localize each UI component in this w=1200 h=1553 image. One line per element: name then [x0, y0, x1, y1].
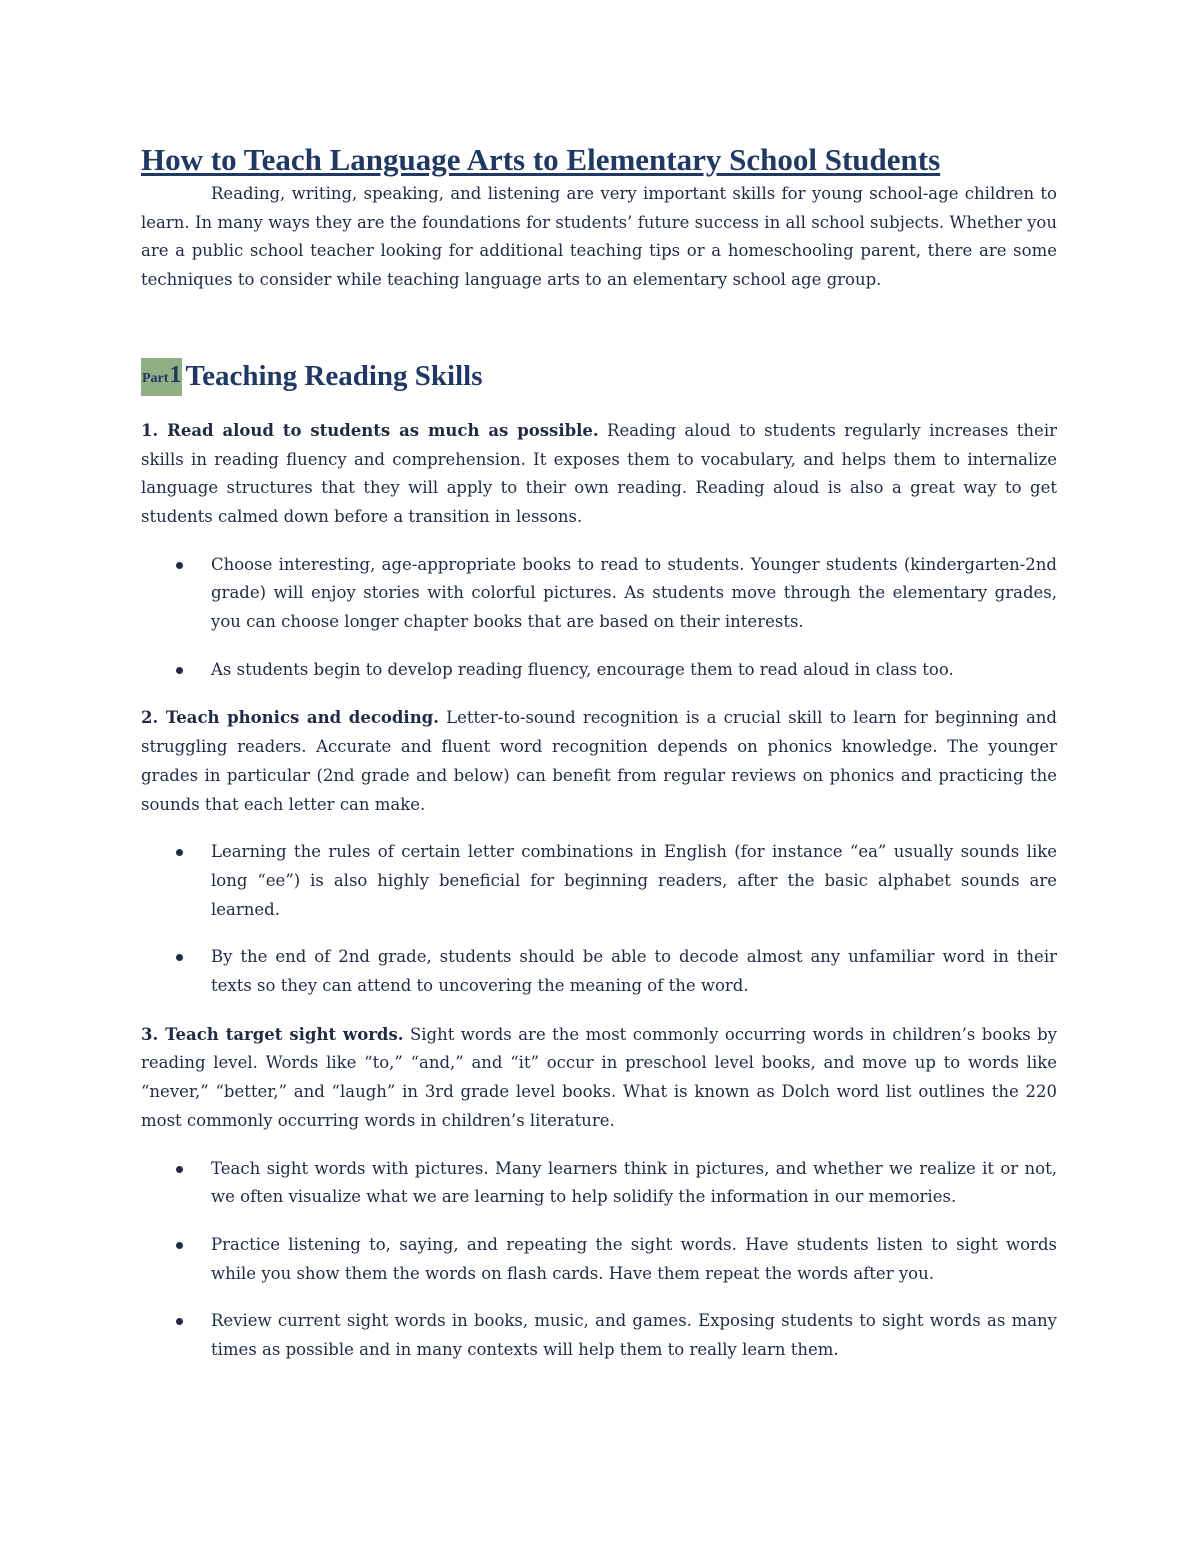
- list-item-text: Choose interesting, age-appropriate books to read to students. Younger students (kindergarten-2nd grade) will enjoy stories with colorful pictures. As students move through the elementary grades, you can choose longer chapter books that are based on their interests.: [211, 554, 1057, 632]
- list-item-text: Teach sight words with pictures. Many learners think in pictures, and whether we realize it or not, we often visualize what we are learning to help solidify the information in our memories.: [211, 1158, 1057, 1207]
- part-number: 1: [169, 361, 182, 388]
- list-item: [141, 1155, 1057, 1212]
- bullet-icon: [176, 849, 183, 856]
- list-item: [141, 838, 1057, 924]
- list-item-text: As students begin to develop reading fluency, encourage them to read aloud in class too.: [211, 659, 954, 679]
- bullet-icon: [176, 1166, 183, 1173]
- step-text-1: Reading aloud to students regularly increases their skills in reading fluency and comprehension. It exposes them to vocabulary, and helps them to internalize language structures that they will apply to their own reading. Reading aloud is also a great way to get students calmed down before a transition in lessons.: [141, 420, 1057, 526]
- bullet-icon: [176, 954, 183, 961]
- list-item-text: Review current sight words in books, music, and games. Exposing students to sight words as many times as possible and in many contexts will help them to really learn them.: [211, 1311, 1057, 1360]
- step-bullets-3: [141, 1155, 1057, 1365]
- list-item: [141, 1307, 1057, 1364]
- list-item-text: Practice listening to, saying, and repeating the sight words. Have students listen to sight words while you show them the words on flash cards. Have them repeat the words after you.: [211, 1234, 1057, 1283]
- bullet-icon: [176, 562, 183, 569]
- bullet-icon: [176, 667, 183, 674]
- step-lead-3: 3. Teach target sight words.: [141, 1024, 404, 1044]
- step-lead-2: 2. Teach phonics and decoding.: [141, 708, 439, 728]
- part-heading: [141, 357, 1057, 397]
- list-item-text: Learning the rules of certain letter combinations in English (for instance “ea” usually sounds like long “ee”) is also highly beneficial for beginning readers, after the basic alphabet sounds are learned.: [211, 842, 1057, 919]
- step-bullets-2: [141, 838, 1057, 1001]
- step-paragraph-1: [141, 417, 1057, 532]
- part-title: Teaching Reading Skills: [185, 360, 483, 393]
- step-text-2: Letter-to-sound recognition is a crucial skill to learn for beginning and struggling readers. Accurate and fluent word recognition depends on phonics knowledge. The younger grades in particular (2nd grade and below) can benefit from regular reviews on phonics and practicing the sounds that each letter can make.: [141, 708, 1057, 814]
- document-title: How to Teach Language Arts to Elementary School Students: [141, 142, 941, 177]
- list-item-text: By the end of 2nd grade, students should be able to decode almost any unfamiliar word in their texts so they can attend to uncovering the meaning of the word.: [211, 947, 1057, 996]
- list-item: [141, 1231, 1057, 1288]
- bullet-icon: [176, 1242, 183, 1249]
- part-badge: [141, 358, 182, 396]
- step-paragraph-2: [141, 704, 1057, 819]
- list-item: [141, 551, 1057, 637]
- step-bullets-1: [141, 551, 1057, 685]
- bullet-icon: [176, 1318, 183, 1325]
- step-lead-1: 1. Read aloud to students as much as possible.: [141, 420, 599, 440]
- list-item: [141, 656, 1057, 685]
- intro-paragraph: Reading, writing, speaking, and listening are very important skills for young school-age children to learn. In many ways they are the foundations for students’ future success in all school subjects. Whether you are a public school teacher looking for additional teaching tips or a homeschooling parent, there are some techniques to consider while teaching language arts to an elementary school age group.: [141, 184, 1057, 290]
- step-text-3: Sight words are the most commonly occurring words in children’s books by reading level. Words like “to,” “and,” and “it” occur in preschool level books, and move up to words like “never,” “better,” and “laugh” in 3rd grade level books. What is known as Dolch word list outlines the 220 most commonly occurring words in children’s literature.: [141, 1024, 1058, 1130]
- part-label: Part: [142, 370, 169, 386]
- list-item: [141, 943, 1057, 1000]
- document-page: [141, 140, 1057, 1365]
- step-paragraph-3: [141, 1021, 1057, 1136]
